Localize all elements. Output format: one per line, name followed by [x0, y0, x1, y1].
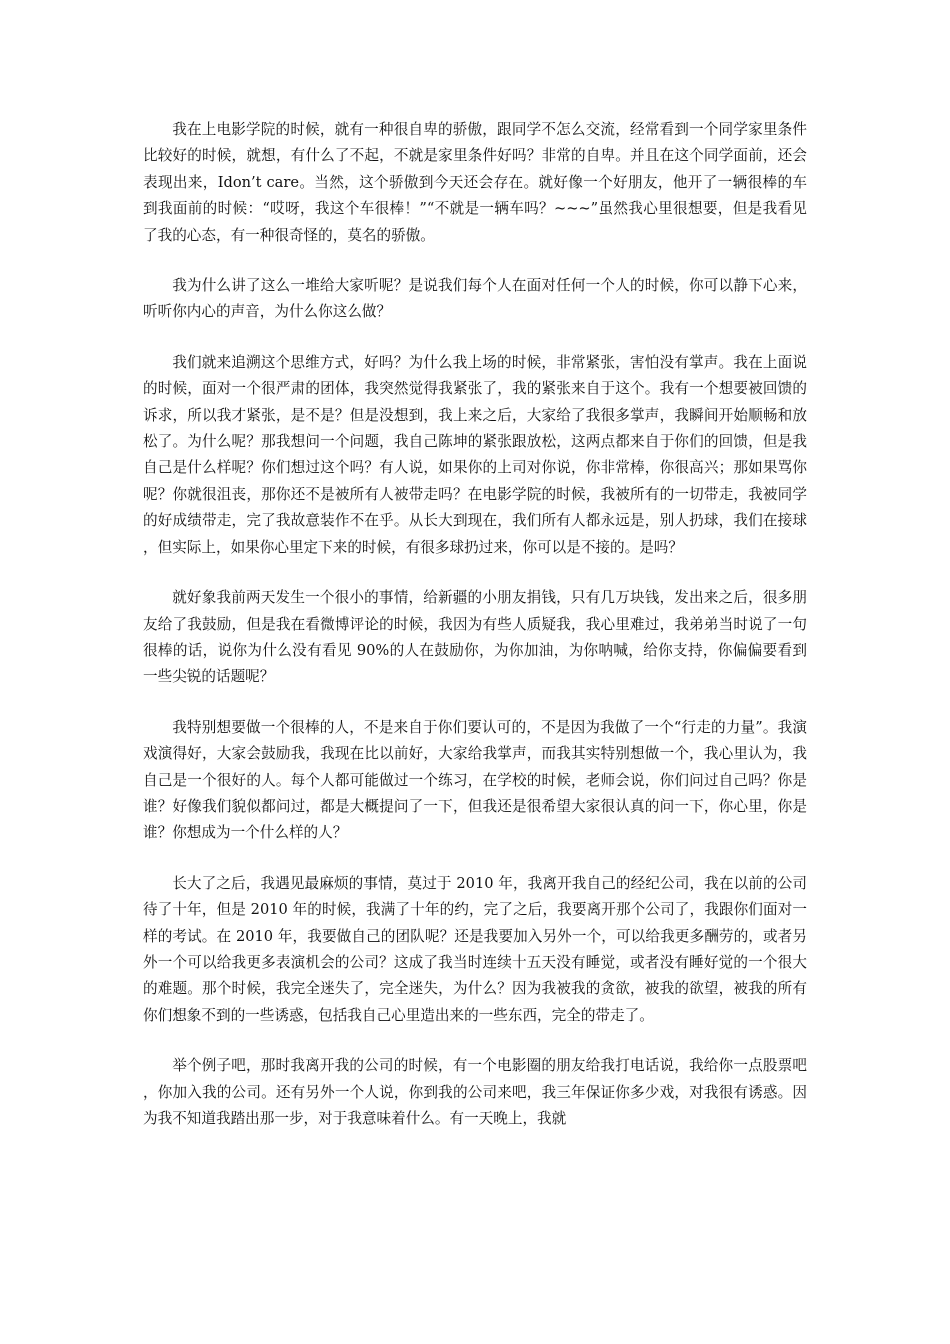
document-body — [143, 117, 807, 1156]
paragraph-2: 我为什么讲了这么一堆给大家听呢？是说我们每个人在面对任何一个人的时候，你可以静下心来，听听你内心的声音，为什么你这么做？ — [143, 277, 807, 321]
paragraph-5: 我特别想要做一个很棒的人，不是来自于你们要认可的，不是因为我做了一个“行走的力量”。我演戏演得好，大家会鼓励我，我现在比以前好，大家给我掌声，而我其实特别想做一个，我心里认为，我自己是一个很好的人。每个人都可能做过一个练习，在学校的时候，老师会说，你们问过自己吗？你是谁？好像我们貌似都问过，都是大概提问了一下，但我还是很希望大家很认真的问一下，你心里，你是谁？你想成为一个什么样的人？ — [143, 718, 807, 842]
paragraph-6: 长大了之后，我遇见最麻烦的事情，莫过于 2010 年，我离开我自己的经纪公司，我在以前的公司待了十年，但是 2010 年的时候，我满了十年的约，完了之后，我要离开那个公司了，我跟你们面对一样的考试。在 2010 年，我要做自己的团队呢？还是我要加入另外一个，可以给我更多酬劳的，或者另外一个可以给我更多表演机会的公司？这成了我当时连续十五天没有睡觉，或者没有睡好觉的一个很大的难题。那个时候，我完全迷失了，完全迷失，为什么？因为我被我的贪欲，被我的欲望，被我的所有你们想象不到的一些诱惑，包括我自己心里造出来的一些东西，完全的带走了。 — [143, 874, 807, 1024]
paragraph-4: 就好象我前两天发生一个很小的事情，给新疆的小朋友捐钱，只有几万块钱，发出来之后，很多朋友给了我鼓励，但是我在看微博评论的时候，我因为有些人质疑我，我心里难过，我弟弟当时说了一句很棒的话，说你为什么没有看见 90%的人在鼓励你，为你加油，为你呐喊，给你支持，你偏偏要看到一些尖锐的话题呢？ — [143, 589, 807, 686]
paragraph-1: 我在上电影学院的时候，就有一种很自卑的骄傲，跟同学不怎么交流，经常看到一个同学家里条件比较好的时候，就想，有什么了不起，不就是家里条件好吗？非常的自卑。并且在这个同学面前，还会表现出来，Idon’t care。当然，这个骄傲到今天还会存在。就好像一个好朋友，他开了一辆很棒的车到我面前的时候：“哎呀，我这个车很棒！”“不就是一辆车吗？~~~”虽然我心里很想要，但是我看见了我的心态，有一种很奇怪的，莫名的骄傲。 — [143, 121, 807, 244]
paragraph-3: 我们就来追溯这个思维方式，好吗？为什么我上场的时候，非常紧张，害怕没有掌声。我在上面说的时候，面对一个很严肃的团体，我突然觉得我紧张了，我的紧张来自于这个。我有一个想要被回馈的诉求，所以我才紧张，是不是？但是没想到，我上来之后，大家给了我很多掌声，我瞬间开始顺畅和放松了。为什么呢？那我想问一个问题，我自己陈坤的紧张跟放松，这两点都来自于你们的回馈，但是我自己是什么样呢？你们想过这个吗？有人说，如果你的上司对你说，你非常棒，你很高兴；那如果骂你呢？你就很沮丧，那你还不是被所有人被带走吗？在电影学院的时候，我被所有的一切带走，我被同学的好成绩带走，完了我故意装作不在乎。从长大到现在，我们所有人都永远是，别人扔球，我们在接球，但实际上，如果你心里定下来的时候，有很多球扔过来，你可以是不接的。是吗？ — [143, 353, 807, 556]
paragraph-7: 举个例子吧，那时我离开我的公司的时候，有一个电影圈的朋友给我打电话说，我给你一点股票吧，你加入我的公司。还有另外一个人说，你到我的公司来吧，我三年保证你多少戏，对我很有诱惑。因为我不知道我踏出那一步，对于我意味着什么。有一天晚上，我就 — [143, 1057, 807, 1127]
